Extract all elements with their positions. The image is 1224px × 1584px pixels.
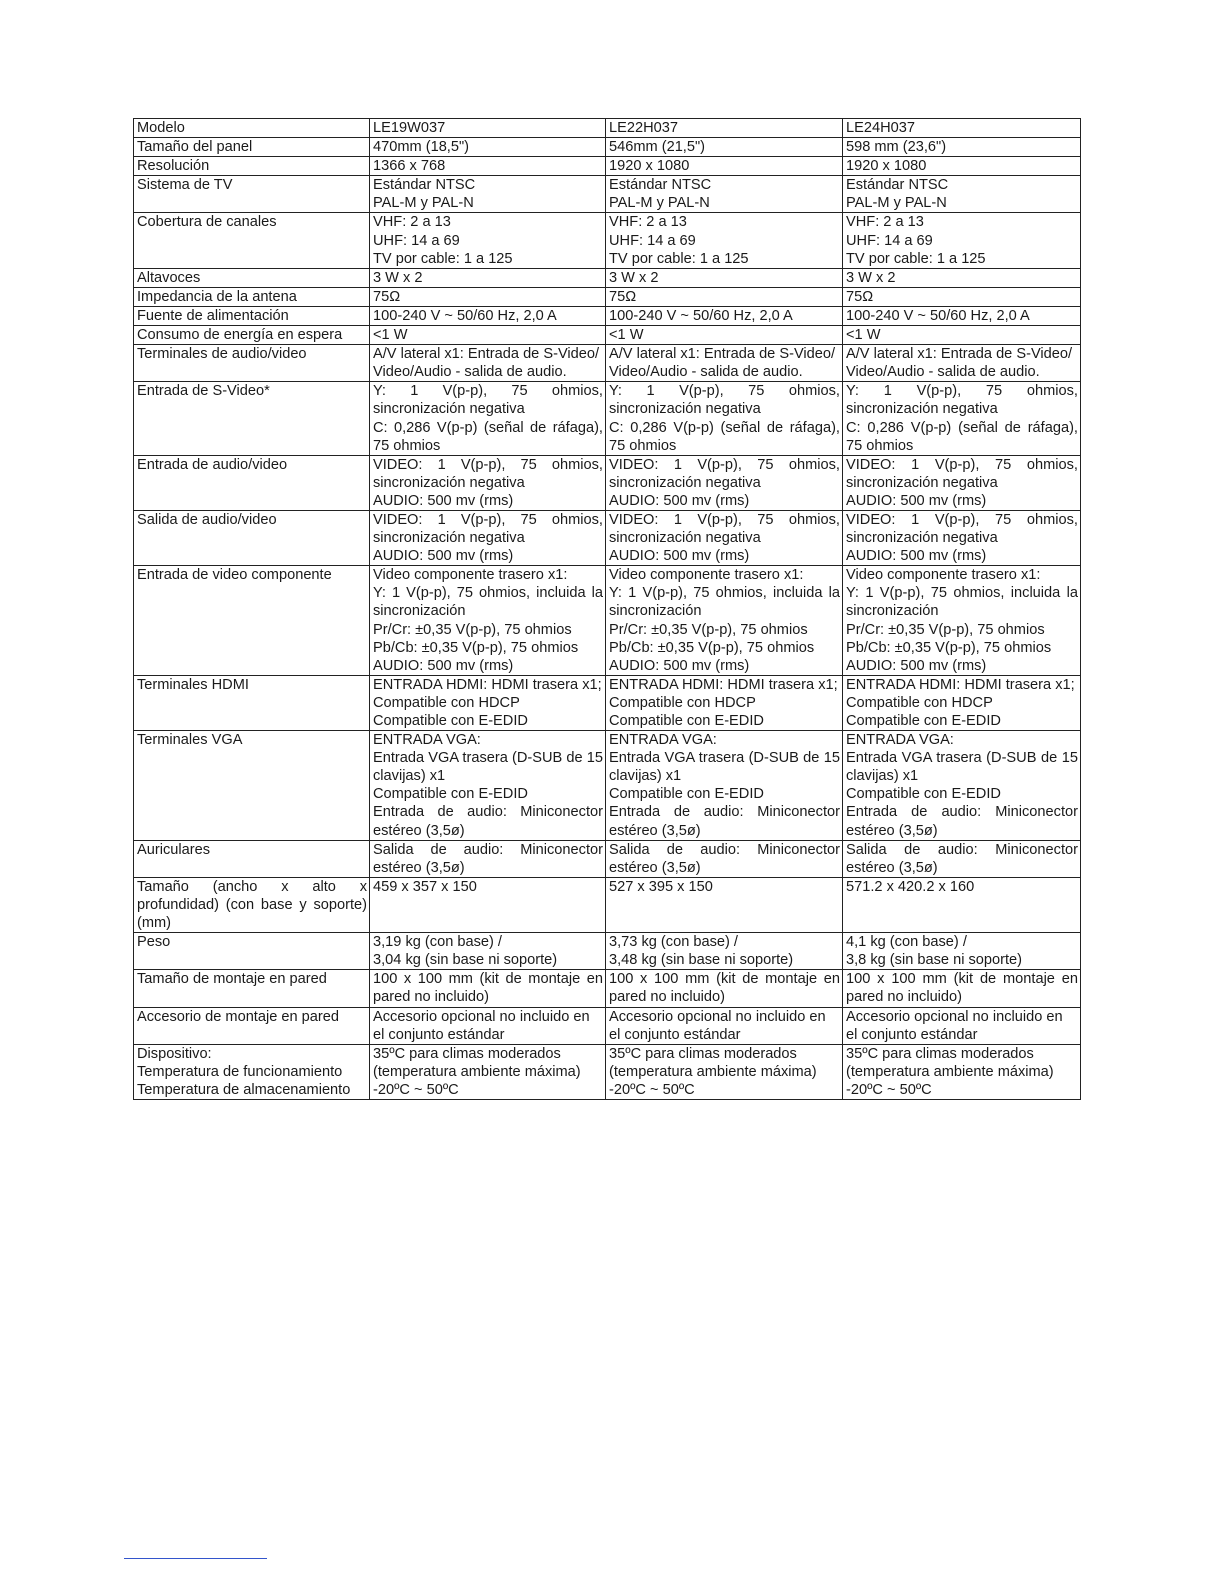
spec-label: Salida de audio/video [134, 510, 370, 565]
spec-label: Entrada de audio/video [134, 455, 370, 510]
spec-value-le22h037: Estándar NTSC PAL-M y PAL-N [606, 176, 843, 213]
spec-row-entrada-audio-video [134, 455, 1081, 510]
spec-value-le24h037: Accesorio opcional no incluido en el conjunto estándar [843, 1007, 1081, 1044]
spec-row-video-componente [134, 566, 1081, 676]
spec-value-le19w037: VIDEO: 1 V(p-p), 75 ohmios, sincronización negativa AUDIO: 500 mv (rms) [370, 455, 606, 510]
spec-value-le22h037: <1 W [606, 326, 843, 345]
spec-value-le24h037: 571.2 x 420.2 x 160 [843, 877, 1081, 932]
spec-value-le24h037: 35ºC para climas moderados (temperatura ambiente máxima) -20ºC ~ 50ºC [843, 1044, 1081, 1099]
spec-row-montaje-pared [134, 970, 1081, 1007]
spec-label: Terminales de audio/video [134, 345, 370, 382]
spec-value-le24h037: Y: 1 V(p-p), 75 ohmios, sincronización negativa C: 0,286 V(p-p) (señal de ráfaga), 75 ohmios [843, 382, 1081, 455]
spec-value-le22h037: Video componente trasero x1: Y: 1 V(p-p), 75 ohmios, incluida la sincronización Pr/Cr: ±0,35 V(p-p), 75 ohmios Pb/Cb: ±0,35 V(p-p), 75 ohmios AUDIO: 500 mv (rms) [606, 566, 843, 676]
spec-row-impedancia-antena [134, 287, 1081, 306]
spec-label: Consumo de energía en espera [134, 326, 370, 345]
spec-value-le24h037: 100 x 100 mm (kit de montaje en pared no incluido) [843, 970, 1081, 1007]
spec-value-le22h037: 100 x 100 mm (kit de montaje en pared no incluido) [606, 970, 843, 1007]
spec-value-le19w037: 100 x 100 mm (kit de montaje en pared no incluido) [370, 970, 606, 1007]
spec-row-peso [134, 933, 1081, 970]
spec-value-le24h037: 598 mm (23,6") [843, 138, 1081, 157]
spec-row-auriculares [134, 840, 1081, 877]
spec-row-consumo-espera [134, 326, 1081, 345]
spec-label: Sistema de TV [134, 176, 370, 213]
spec-label: Cobertura de canales [134, 213, 370, 268]
spec-row-fuente-alimentacion [134, 306, 1081, 325]
spec-value-le19w037: 3,19 kg (con base) / 3,04 kg (sin base ni soporte) [370, 933, 606, 970]
footnote-separator [124, 1558, 267, 1559]
spec-value-le22h037: 75Ω [606, 287, 843, 306]
spec-label: Tamaño (ancho x alto x profundidad) (con base y soporte) (mm) [134, 877, 370, 932]
spec-value-le19w037: 3 W x 2 [370, 268, 606, 287]
spec-value-le19w037: VHF: 2 a 13 UHF: 14 a 69 TV por cable: 1 a 125 [370, 213, 606, 268]
spec-value-le19w037: 459 x 357 x 150 [370, 877, 606, 932]
spec-value-le19w037: LE19W037 [370, 119, 606, 138]
spec-value-le19w037: VIDEO: 1 V(p-p), 75 ohmios, sincronización negativa AUDIO: 500 mv (rms) [370, 510, 606, 565]
spec-value-le19w037: 470mm (18,5") [370, 138, 606, 157]
spec-value-le24h037: VIDEO: 1 V(p-p), 75 ohmios, sincronización negativa AUDIO: 500 mv (rms) [843, 510, 1081, 565]
spec-value-le22h037: 527 x 395 x 150 [606, 877, 843, 932]
spec-row-salida-audio-video [134, 510, 1081, 565]
spec-value-le24h037: LE24H037 [843, 119, 1081, 138]
spec-value-le24h037: 75Ω [843, 287, 1081, 306]
spec-value-le24h037: 4,1 kg (con base) / 3,8 kg (sin base ni soporte) [843, 933, 1081, 970]
spec-row-terminales-hdmi [134, 675, 1081, 730]
spec-label: Dispositivo: Temperatura de funcionamiento Temperatura de almacenamiento [134, 1044, 370, 1099]
spec-value-le22h037: ENTRADA VGA: Entrada VGA trasera (D-SUB de 15 clavijas) x1 Compatible con E-EDID Entrada de audio: Miniconector estéreo (3,5ø) [606, 731, 843, 841]
spec-value-le24h037: 100-240 V ~ 50/60 Hz, 2,0 A [843, 306, 1081, 325]
spec-label: Resolución [134, 157, 370, 176]
spec-value-le24h037: Video componente trasero x1: Y: 1 V(p-p), 75 ohmios, incluida la sincronización Pr/Cr: ±0,35 V(p-p), 75 ohmios Pb/Cb: ±0,35 V(p-p), 75 ohmios AUDIO: 500 mv (rms) [843, 566, 1081, 676]
spec-value-le22h037: 100-240 V ~ 50/60 Hz, 2,0 A [606, 306, 843, 325]
spec-value-le24h037: 3 W x 2 [843, 268, 1081, 287]
spec-value-le24h037: ENTRADA HDMI: HDMI trasera x1; Compatible con HDCP Compatible con E-EDID [843, 675, 1081, 730]
spec-row-tamano-dimensiones [134, 877, 1081, 932]
spec-value-le24h037: VHF: 2 a 13 UHF: 14 a 69 TV por cable: 1 a 125 [843, 213, 1081, 268]
spec-value-le19w037: 100-240 V ~ 50/60 Hz, 2,0 A [370, 306, 606, 325]
spec-label: Terminales HDMI [134, 675, 370, 730]
spec-value-le19w037: A/V lateral x1: Entrada de S-Video/ Video/Audio - salida de audio. [370, 345, 606, 382]
spec-value-le22h037: Salida de audio: Miniconector estéreo (3,5ø) [606, 840, 843, 877]
spec-value-le22h037: Y: 1 V(p-p), 75 ohmios, sincronización negativa C: 0,286 V(p-p) (señal de ráfaga), 75 ohmios [606, 382, 843, 455]
spec-value-le22h037: 1920 x 1080 [606, 157, 843, 176]
spec-label: Entrada de S-Video* [134, 382, 370, 455]
spec-value-le22h037: VIDEO: 1 V(p-p), 75 ohmios, sincronización negativa AUDIO: 500 mv (rms) [606, 510, 843, 565]
spec-row-entrada-s-video [134, 382, 1081, 455]
spec-label: Terminales VGA [134, 731, 370, 841]
spec-value-le22h037: 35ºC para climas moderados (temperatura ambiente máxima) -20ºC ~ 50ºC [606, 1044, 843, 1099]
spec-value-le24h037: <1 W [843, 326, 1081, 345]
spec-row-resolucion [134, 157, 1081, 176]
spec-value-le19w037: 35ºC para climas moderados (temperatura ambiente máxima) -20ºC ~ 50ºC [370, 1044, 606, 1099]
spec-value-le24h037: A/V lateral x1: Entrada de S-Video/ Video/Audio - salida de audio. [843, 345, 1081, 382]
spec-value-le19w037: ENTRADA HDMI: HDMI trasera x1; Compatible con HDCP Compatible con E-EDID [370, 675, 606, 730]
spec-label: Fuente de alimentación [134, 306, 370, 325]
spec-value-le22h037: 3 W x 2 [606, 268, 843, 287]
spec-value-le24h037: Salida de audio: Miniconector estéreo (3,5ø) [843, 840, 1081, 877]
spec-value-le22h037: LE22H037 [606, 119, 843, 138]
spec-row-cobertura-canales [134, 213, 1081, 268]
spec-value-le22h037: 546mm (21,5") [606, 138, 843, 157]
spec-label: Tamaño del panel [134, 138, 370, 157]
spec-value-le24h037: 1920 x 1080 [843, 157, 1081, 176]
spec-row-tamano-panel [134, 138, 1081, 157]
spec-value-le24h037: VIDEO: 1 V(p-p), 75 ohmios, sincronización negativa AUDIO: 500 mv (rms) [843, 455, 1081, 510]
spec-value-le19w037: <1 W [370, 326, 606, 345]
spec-value-le19w037: Estándar NTSC PAL-M y PAL-N [370, 176, 606, 213]
spec-value-le19w037: Video componente trasero x1: Y: 1 V(p-p), 75 ohmios, incluida la sincronización Pr/Cr: ±0,35 V(p-p), 75 ohmios Pb/Cb: ±0,35 V(p-p), 75 ohmios AUDIO: 500 mv (rms) [370, 566, 606, 676]
spec-row-terminales-audio-video [134, 345, 1081, 382]
spec-label: Impedancia de la antena [134, 287, 370, 306]
spec-value-le22h037: Accesorio opcional no incluido en el conjunto estándar [606, 1007, 843, 1044]
spec-value-le19w037: 1366 x 768 [370, 157, 606, 176]
spec-label: Tamaño de montaje en pared [134, 970, 370, 1007]
spec-value-le19w037: Salida de audio: Miniconector estéreo (3,5ø) [370, 840, 606, 877]
spec-row-terminales-vga [134, 731, 1081, 841]
spec-label: Peso [134, 933, 370, 970]
spec-value-le22h037: A/V lateral x1: Entrada de S-Video/ Video/Audio - salida de audio. [606, 345, 843, 382]
spec-value-le22h037: 3,73 kg (con base) / 3,48 kg (sin base ni soporte) [606, 933, 843, 970]
spec-value-le19w037: Y: 1 V(p-p), 75 ohmios, sincronización negativa C: 0,286 V(p-p) (señal de ráfaga), 75 ohmios [370, 382, 606, 455]
spec-row-accesorio-montaje [134, 1007, 1081, 1044]
specifications-table [133, 118, 1081, 1100]
spec-value-le24h037: Estándar NTSC PAL-M y PAL-N [843, 176, 1081, 213]
spec-label: Altavoces [134, 268, 370, 287]
spec-value-le19w037: 75Ω [370, 287, 606, 306]
spec-value-le22h037: VHF: 2 a 13 UHF: 14 a 69 TV por cable: 1 a 125 [606, 213, 843, 268]
spec-row-altavoces [134, 268, 1081, 287]
spec-label: Auriculares [134, 840, 370, 877]
spec-label: Entrada de video componente [134, 566, 370, 676]
spec-value-le19w037: Accesorio opcional no incluido en el conjunto estándar [370, 1007, 606, 1044]
spec-value-le19w037: ENTRADA VGA: Entrada VGA trasera (D-SUB de 15 clavijas) x1 Compatible con E-EDID Entrada de audio: Miniconector estéreo (3,5ø) [370, 731, 606, 841]
spec-row-temperatura [134, 1044, 1081, 1099]
spec-value-le22h037: VIDEO: 1 V(p-p), 75 ohmios, sincronización negativa AUDIO: 500 mv (rms) [606, 455, 843, 510]
spec-value-le22h037: ENTRADA HDMI: HDMI trasera x1; Compatible con HDCP Compatible con E-EDID [606, 675, 843, 730]
spec-row-modelo [134, 119, 1081, 138]
spec-value-le24h037: ENTRADA VGA: Entrada VGA trasera (D-SUB de 15 clavijas) x1 Compatible con E-EDID Entrada de audio: Miniconector estéreo (3,5ø) [843, 731, 1081, 841]
spec-row-sistema-tv [134, 176, 1081, 213]
spec-label: Modelo [134, 119, 370, 138]
spec-label: Accesorio de montaje en pared [134, 1007, 370, 1044]
